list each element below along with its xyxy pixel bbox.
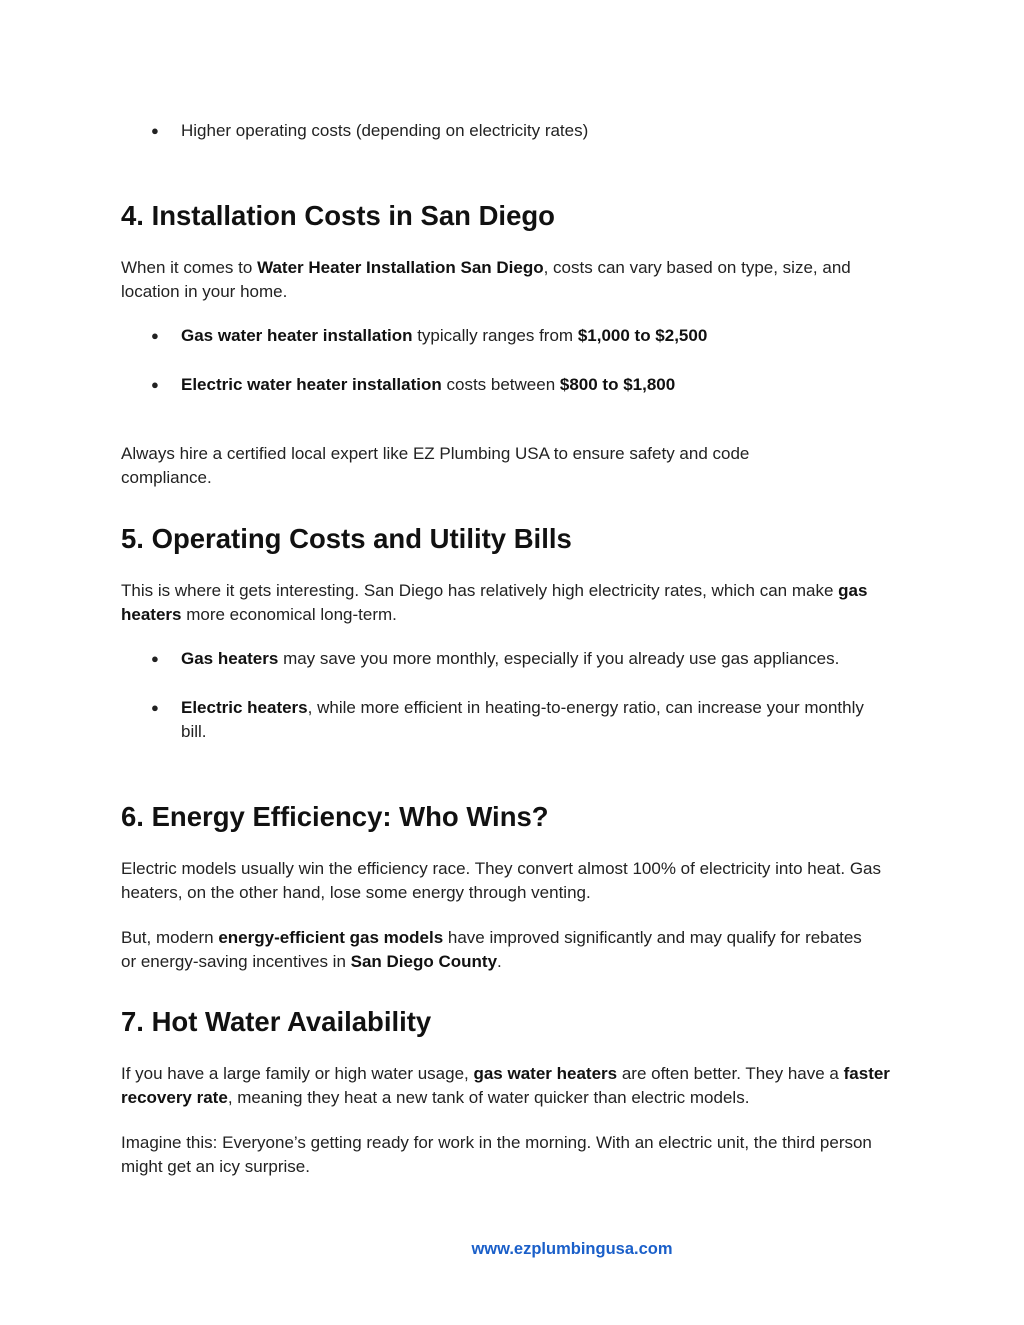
- section7-heading: 7. Hot Water Availability: [121, 1006, 432, 1037]
- footer-website-link[interactable]: www.ezplumbingusa.com: [471, 1240, 673, 1258]
- section4-paragraph-1: When it comes to Water Heater Installation San Diego, costs can vary based on type, size, and location in your home.: [121, 258, 851, 301]
- section7-paragraph-1: If you have a large family or high water usage, gas water heaters are often better. They have a faster recovery rate, meaning they heat a new tank of water quicker than electric models.: [121, 1064, 890, 1107]
- section4-heading: 4. Installation Costs in San Diego: [121, 200, 555, 231]
- section4-keyword: Water Heater Installation San Diego: [257, 258, 544, 277]
- section6-paragraph-2: But, modern energy-efficient gas models have improved significantly and may qualify for rebates or energy-saving incentives in San Diego County.: [121, 928, 862, 971]
- section6-paragraph-1: Electric models usually win the efficiency race. They convert almost 100% of electricity into heat. Gas heaters, on the other hand, lose some energy through venting.: [121, 859, 881, 902]
- section5-bullet-2: Electric heaters, while more efficient in heating-to-energy ratio, can increase your monthly bill.: [181, 698, 864, 741]
- intro-bullet-text: Higher operating costs (depending on electricity rates): [181, 121, 589, 140]
- bullet-marker: ●: [151, 700, 159, 715]
- section4-bullet-1: Gas water heater installation typically ranges from $1,000 to $2,500: [181, 326, 708, 345]
- section6-heading: 6. Energy Efficiency: Who Wins?: [121, 801, 549, 832]
- section4-bullet-2: Electric water heater installation costs between $800 to $1,800: [181, 375, 676, 394]
- bullet-marker: ●: [151, 377, 159, 392]
- section5-bullet-1: Gas heaters may save you more monthly, especially if you already use gas appliances.: [181, 649, 840, 668]
- bullet-marker: ●: [151, 123, 159, 138]
- section5-paragraph-1: This is where it gets interesting. San Diego has relatively high electricity rates, which can make gas heaters more economical long-term.: [121, 581, 868, 624]
- section4-paragraph-2: Always hire a certified local expert like EZ Plumbing USA to ensure safety and code compliance.: [121, 444, 750, 487]
- section7-paragraph-2: Imagine this: Everyone’s getting ready for work in the morning. With an electric unit, the third person might get an icy surprise.: [121, 1133, 872, 1176]
- section5-heading: 5. Operating Costs and Utility Bills: [121, 523, 572, 554]
- bullet-marker: ●: [151, 328, 159, 343]
- bullet-marker: ●: [151, 651, 159, 666]
